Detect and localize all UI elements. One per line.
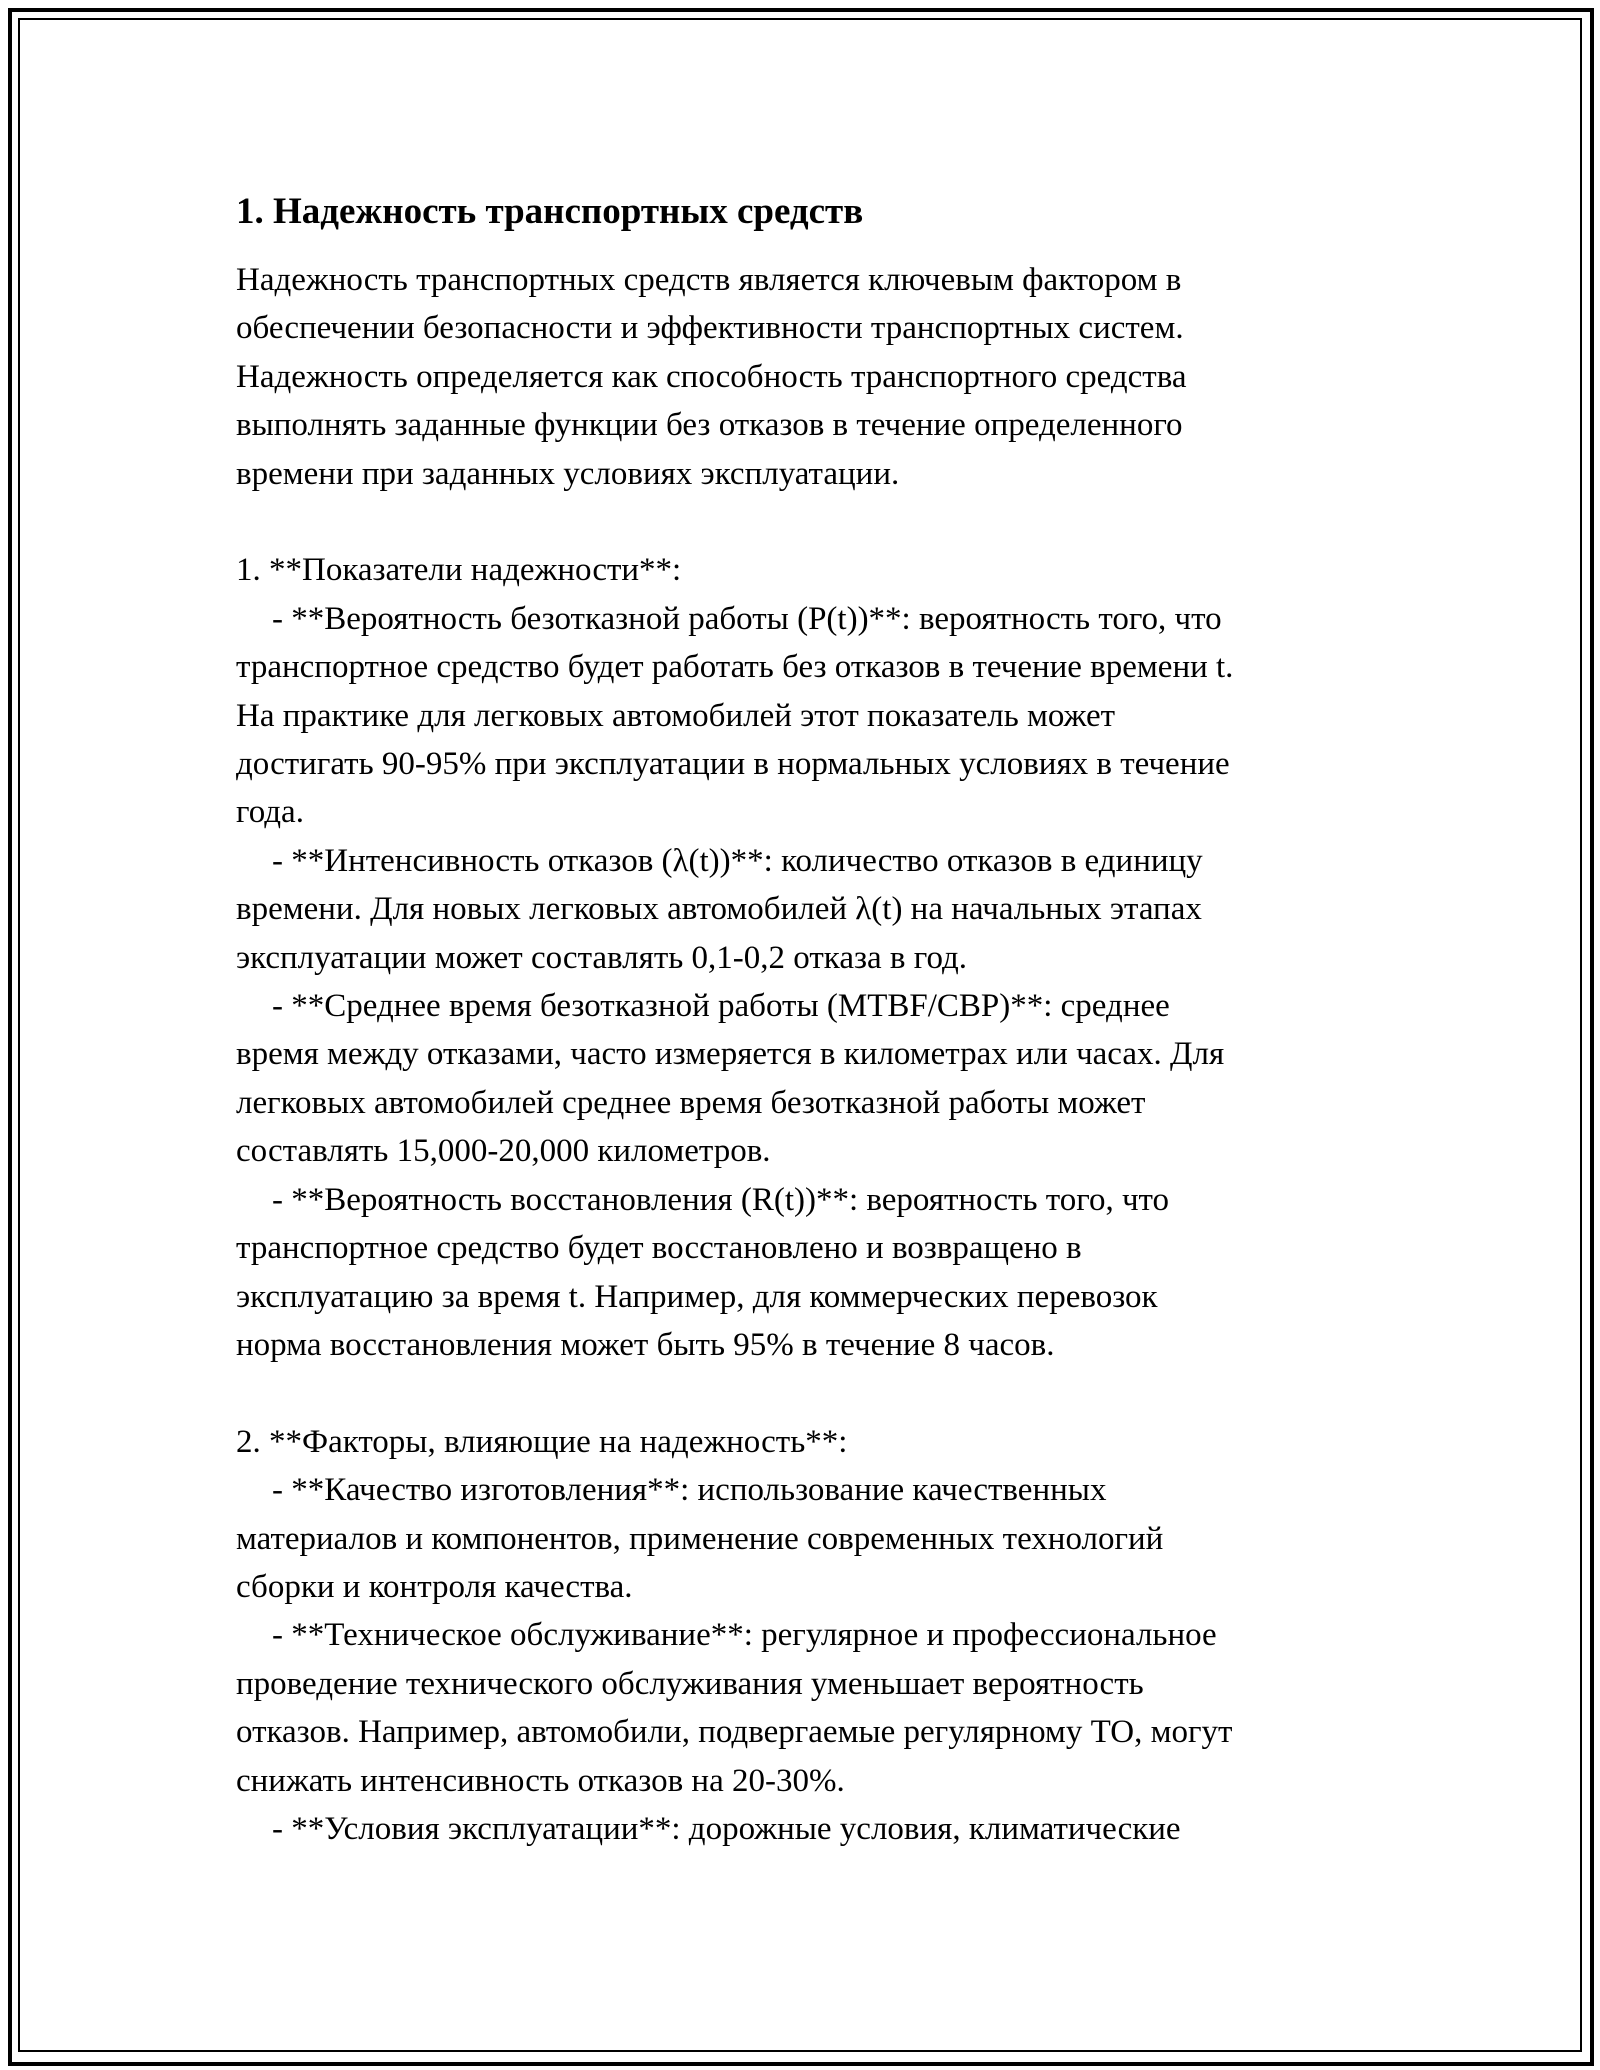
intro-line: времени при заданных условиях эксплуатации. xyxy=(236,455,900,492)
section-1 xyxy=(236,546,1376,1369)
list-item-line: эксплуатацию за время t. Например, для коммерческих перевозок xyxy=(236,1278,1158,1315)
list-item-line: - **Вероятность безотказной работы (P(t))**: вероятность того, что xyxy=(272,600,1222,637)
list-item-line: транспортное средство будет восстановлено и возвращено в xyxy=(236,1230,1082,1267)
intro-line: Надежность определяется как способность транспортного средства xyxy=(236,358,1187,395)
list-item-line: - **Условия эксплуатации**: дорожные условия, климатические xyxy=(272,1810,1181,1847)
list-item-line: норма восстановления может быть 95% в течение 8 часов. xyxy=(236,1326,1055,1363)
list-item-line: времени. Для новых легковых автомобилей λ(t) на начальных этапах xyxy=(236,891,1202,928)
intro-line: Надежность транспортных средств является ключевым фактором в xyxy=(236,262,1182,298)
list-item-line: года. xyxy=(236,794,304,831)
list-item-line: легковых автомобилей среднее время безотказной работы может xyxy=(236,1084,1146,1121)
list-item-line: проведение технического обслуживания уменьшает вероятность xyxy=(236,1665,1144,1702)
list-item-line: снижать интенсивность отказов на 20-30%. xyxy=(236,1762,845,1799)
list-item-line: отказов. Например, автомобили, подвергаемые регулярному ТО, могут xyxy=(236,1714,1233,1751)
blank-line xyxy=(236,1369,1376,1417)
blank-line xyxy=(236,498,1376,546)
list-item-line: На практике для легковых автомобилей этот показатель может xyxy=(236,697,1116,734)
document-heading: 1. Надежность транспортных средств xyxy=(236,191,864,232)
list-item-line: эксплуатации может составлять 0,1-0,2 отказа в год. xyxy=(236,939,968,976)
list-item-line: - **Среднее время безотказной работы (MTBF/СВР)**: среднее xyxy=(272,988,1170,1025)
list-item-line: достигать 90-95% при эксплуатации в нормальных условиях в течение xyxy=(236,746,1230,783)
intro-line: выполнять заданные функции без отказов в течение определенного xyxy=(236,407,1183,444)
list-item-line: время между отказами, часто измеряется в километрах или часах. Для xyxy=(236,1036,1225,1073)
list-item-line: - **Интенсивность отказов (λ(t))**: количество отказов в единицу xyxy=(272,842,1203,879)
section-1-heading: 1. **Показатели надежности**: xyxy=(236,552,682,589)
list-item-line: - **Техническое обслуживание**: регулярное и профессиональное xyxy=(272,1617,1217,1654)
section-2-heading: 2. **Факторы, влияющие на надежность**: xyxy=(236,1423,848,1460)
intro-paragraph xyxy=(236,256,1376,498)
list-item-line: - **Вероятность восстановления (R(t))**: вероятность того, что xyxy=(272,1181,1170,1218)
list-item-line: транспортное средство будет работать без отказов в течение времени t. xyxy=(236,649,1234,686)
list-item-line: составлять 15,000-20,000 километров. xyxy=(236,1133,771,1170)
list-item-line: материалов и компонентов, применение современных технологий xyxy=(236,1520,1164,1557)
intro-line: обеспечении безопасности и эффективности транспортных систем. xyxy=(236,310,1184,347)
list-item-line: - **Качество изготовления**: использование качественных xyxy=(272,1472,1107,1509)
document-page xyxy=(236,186,1376,1853)
section-2 xyxy=(236,1418,1376,1854)
list-item-line: сборки и контроля качества. xyxy=(236,1568,633,1605)
